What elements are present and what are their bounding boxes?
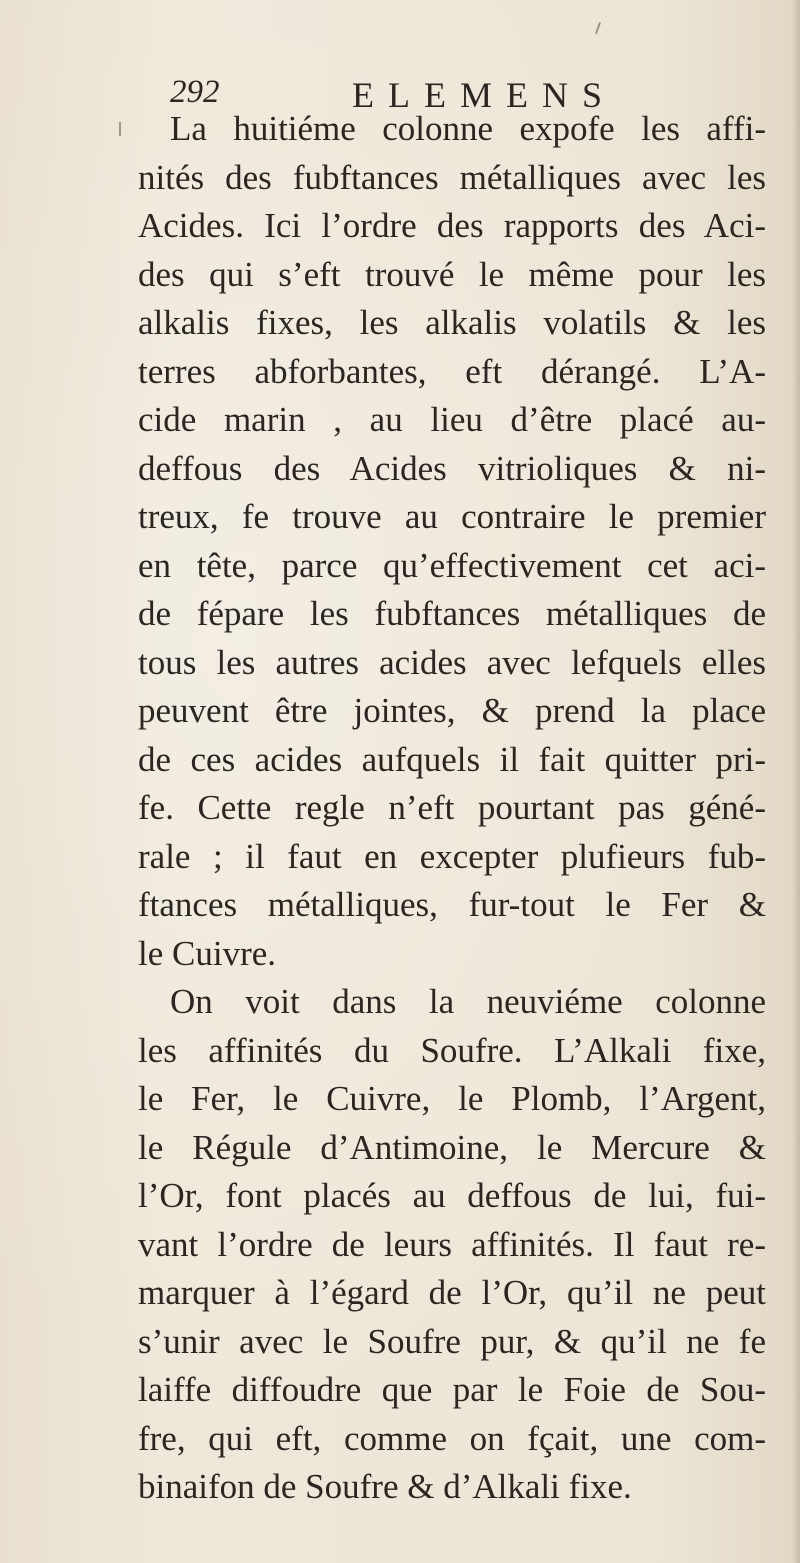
text-line: de ces acides aufquels il fait quitter pri-: [138, 739, 766, 779]
text-line: On voit dans la neuviéme colonne: [170, 982, 766, 1021]
page-number: 292: [170, 74, 220, 110]
running-title: ELEMENS: [352, 75, 616, 115]
text-line: en tête, parce qu’effectivement cet aci-: [138, 545, 766, 585]
ink-speck: [119, 122, 121, 136]
text-line: le Cuivre.: [138, 933, 277, 973]
text-line: le Régule d’Antimoine, le Mercure &: [138, 1127, 766, 1167]
text-line: laiffe diffoudre que par le Foie de Sou-: [138, 1370, 766, 1409]
text-line: La huitiéme colonne expofe les affi-: [170, 109, 766, 148]
text-line: deffous des Acides vitrioliques & ni-: [138, 448, 766, 488]
body-text: [138, 105, 766, 1512]
text-line: fe. Cette regle n’eft pourtant pas géné-: [138, 788, 766, 827]
ink-speck: [595, 22, 601, 34]
paragraph-1: [138, 105, 766, 978]
page-edge-shadow: [792, 0, 800, 1563]
text-line: nités des fubftances métalliques avec les: [138, 157, 766, 197]
text-line: peuvent être jointes, & prend la place: [138, 691, 766, 730]
text-line: binaifon de Soufre & d’Alkali fixe.: [138, 1467, 632, 1506]
text-line: Acides. Ici l’ordre des rapports des Aci-: [138, 206, 766, 245]
text-line: le Fer, le Cuivre, le Plomb, l’Argent,: [138, 1079, 766, 1118]
paragraph-2: [138, 978, 766, 1512]
text-line: ftances métalliques, fur-tout le Fer &: [138, 885, 766, 924]
text-line: des qui s’eft trouvé le même pour les: [138, 254, 766, 294]
text-line: s’unir avec le Soufre pur, & qu’il ne fe: [138, 1321, 766, 1361]
text-line: tous les autres acides avec lefquels elles: [138, 642, 766, 682]
text-line: de fépare les fubftances métalliques de: [138, 594, 766, 633]
text-line: rale ; il faut en excepter plufieurs fub-: [138, 836, 766, 876]
text-line: les affinités du Soufre. L’Alkali fixe,: [138, 1030, 766, 1070]
text-line: fre, qui eft, comme on fçait, une com-: [138, 1418, 766, 1458]
text-line: terres abforbantes, eft dérangé. L’A-: [138, 351, 766, 391]
text-line: alkalis fixes, les alkalis volatils & les: [138, 303, 766, 342]
text-line: treux, fe trouve au contraire le premier: [138, 497, 766, 536]
text-line: vant l’ordre de leurs affinités. Il faut re-: [138, 1224, 766, 1264]
text-line: l’Or, font placés au deffous de lui, fui-: [138, 1176, 766, 1215]
text-line: marquer à l’égard de l’Or, qu’il ne peut: [138, 1273, 766, 1312]
text-line: cide marin , au lieu d’être placé au-: [138, 400, 766, 439]
